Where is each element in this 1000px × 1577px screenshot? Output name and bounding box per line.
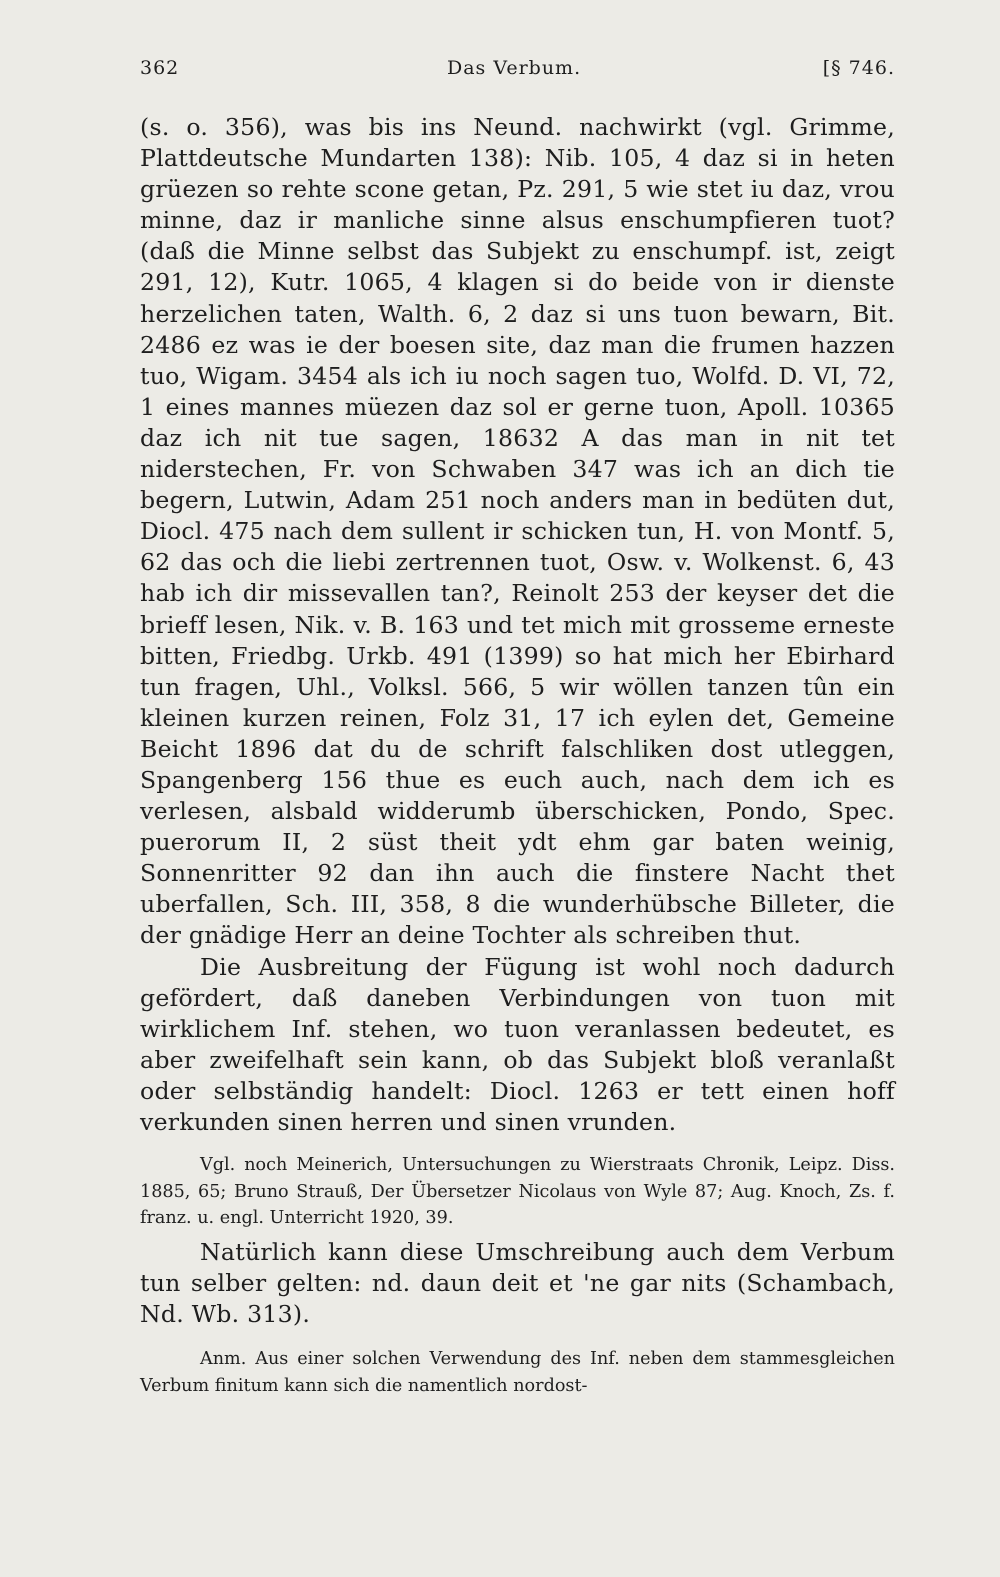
main-text — [140, 112, 895, 1138]
paragraph-examples: (s. o. 356), was bis ins Neund. nachwirkt (vgl. Grimme, Plattdeutsche Mundarten 138): Nib. 105, 4 daz si in heten grüezen so rehte scone getan, Pz. 291, 5 wie stet iu daz, vrou minne, daz ir manliche sinne alsus enschumpfieren tuot? (daß die Minne selbst das Subjekt zu enschumpf. ist, zeigt 291, 12), Kutr. 1065, 4 klagen si do beide von ir dienste herzelichen taten, Walth. 6, 2 daz si uns tuon bewarn, Bit. 2486 ez was ie der boesen site, daz man die frumen hazzen tuo, Wigam. 3454 als ich iu noch sagen tuo, Wolfd. D. VI, 72, 1 eines mannes müezen daz sol er gerne tuon, Apoll. 10365 daz ich nit tue sagen, 18632 A das man in nit tet niderstechen, Fr. von Schwaben 347 was ich an dich tie begern, Lutwin, Adam 251 noch anders man in bedüten dut, Diocl. 475 nach dem sullent ir schicken tun, H. von Montf. 5, 62 das och die liebi zertrennen tuot, Osw. v. Wolkenst. 6, 43 hab ich dir missevallen tan?, Reinolt 253 der keyser det die brieff lesen, Nik. v. B. 163 und tet mich mit grosseme erneste bitten, Friedbg. Urkb. 491 (1399) so hat mich her Ebirhard tun fragen, Uhl., Volksl. 566, 5 wir wöllen tanzen tûn ein kleinen kurzen reinen, Folz 31, 17 ich eylen det, Gemeine Beicht 1896 dat du de schrift falschliken dost utleggen, Spangenberg 156 thue es euch auch, nach dem ich es verlesen, alsbald widderumb überschicken, Pondo, Spec. puerorum II, 2 süst theit ydt ehm gar baten weinig, Sonnenritter 92 dan ihn auch die finstere Nacht thet uberfallen, Sch. III, 358, 8 die wunderhübsche Billeter, die der gnädige Herr an deine Tochter als schreiben thut. — [140, 113, 895, 950]
literature-note: Vgl. noch Meinerich, Untersuchungen zu Wierstraats Chronik, Leipz. Diss. 1885, 65; Bruno Strauß, Der Übersetzer Nicolaus von Wyle 87; Aug. Knoch, Zs. f. franz. u. engl. Unterricht 1920, 39. — [140, 1155, 895, 1228]
paragraph-umschreibung: Natürlich kann diese Umschreibung auch dem Verbum tun selber gelten: nd. daun deit et 'ne gar nits (Schambach, Nd. Wb. 313). — [140, 1238, 895, 1329]
running-title: Das Verbum. — [447, 57, 582, 79]
section-number: [§ 746. — [822, 57, 895, 79]
main-text-2 — [140, 1237, 895, 1331]
page-number: 362 — [140, 57, 180, 79]
running-header — [140, 57, 895, 91]
anmerkung: Anm. Aus einer solchen Verwendung des Inf. neben dem stammesgleichen Verbum finitum kann sich die namentlich nordost- — [140, 1349, 895, 1396]
paragraph-ausbreitung: Die Ausbreitung der Fügung ist wohl noch dadurch gefördert, daß daneben Verbindungen von tuon mit wirklichem Inf. stehen, wo tuon veranlassen bedeutet, es aber zweifelhaft sein kann, ob das Subjekt bloß veranlaßt oder selbständig handelt: Diocl. 1263 er tett einen hoff verkunden sinen herren und sinen vrunden. — [140, 952, 895, 1136]
